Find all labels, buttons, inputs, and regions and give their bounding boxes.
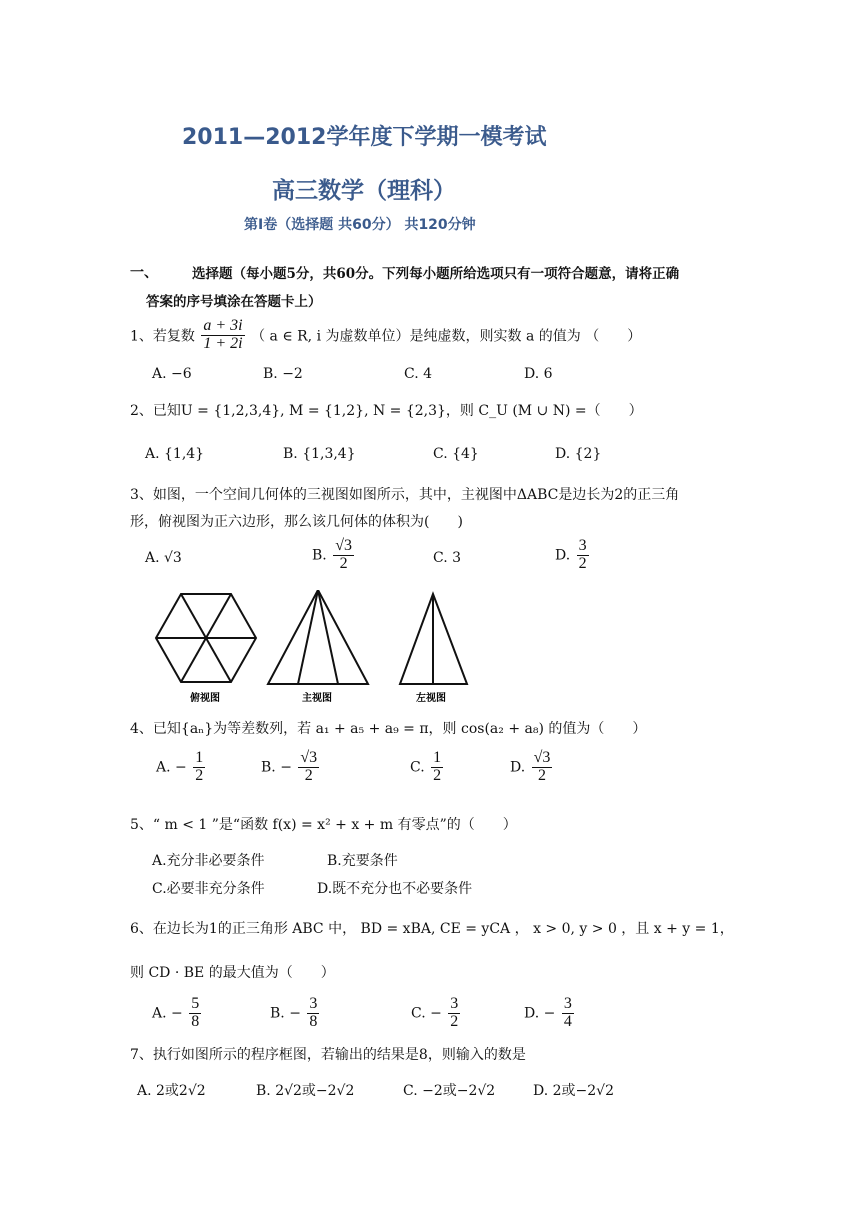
- q3-three-view-figure: [150, 590, 470, 708]
- q3-option-d[interactable]: [555, 538, 591, 573]
- q6-option-c-den: 2: [450, 1012, 459, 1030]
- q3-option-a[interactable]: A. √3: [145, 550, 182, 566]
- q7-option-a[interactable]: A. 2或2√2: [137, 1083, 206, 1099]
- q1-fraction-den: 1 + 2i: [203, 334, 243, 352]
- q3-option-b[interactable]: [312, 538, 356, 573]
- q4-option-a-num: 1: [195, 749, 204, 766]
- q4-option-c-den: 2: [433, 766, 442, 784]
- q1-option-a[interactable]: A. −6: [152, 366, 192, 382]
- question-3-line2: 形，俯视图为正六边形，那么该几何体的体积为( ): [130, 514, 463, 530]
- section-heading: 第Ⅰ卷（选择题 共60分） 共120分钟: [244, 217, 476, 233]
- q4-option-b[interactable]: [261, 750, 321, 785]
- exam-title: 2011—2012学年度下学期一模考试: [182, 125, 547, 150]
- q6-option-c-label: C. −: [411, 1005, 442, 1022]
- q1-fraction-num: a + 3i: [203, 317, 243, 334]
- exam-subject: 高三数学（理科）: [272, 178, 456, 204]
- q4-option-a-fraction: [193, 750, 205, 785]
- q7-option-c[interactable]: C. −2或−2√2: [403, 1083, 496, 1099]
- q1-option-c[interactable]: C. 4: [404, 366, 433, 382]
- q1-fraction: [201, 318, 244, 353]
- q4-option-c-num: 1: [433, 749, 442, 766]
- q4-option-d-fraction: [532, 750, 553, 785]
- side-view-triangle: [400, 594, 467, 684]
- q5-option-c[interactable]: C.必要非充分条件: [152, 881, 265, 897]
- q1-stem-pre: 1、若复数: [130, 328, 195, 345]
- q4-option-c-label: C.: [410, 759, 425, 776]
- q6-option-d-den: 4: [563, 1012, 572, 1030]
- q6-option-c-fraction: [448, 996, 460, 1031]
- question-2-stem: 2、已知U = {1,2,3,4}, M = {1,2}, N = {2,3}，则 C_U (M ∪ N) =（ ）: [130, 403, 643, 419]
- q6-option-a-fraction: [189, 996, 201, 1031]
- q4-option-d[interactable]: [510, 750, 554, 785]
- q4-option-b-fraction: [298, 750, 319, 785]
- q4-option-d-num: √3: [533, 749, 551, 766]
- question-7-stem: 7、执行如图所示的程序框图，若输出的结果是8，则输入的数是: [130, 1047, 526, 1063]
- question-3-line1: 3、如图，一个空间几何体的三视图如图所示，其中，主视图中ΔABC是边长为2的正三角: [130, 487, 680, 503]
- q6-option-c[interactable]: [411, 996, 462, 1031]
- q2-option-d[interactable]: D. {2}: [555, 446, 602, 462]
- q6-option-d-num: 3: [563, 995, 572, 1012]
- top-view-hexagon: [156, 594, 256, 682]
- q6-option-a[interactable]: [152, 996, 203, 1031]
- question-4-stem: 4、已知{aₙ}为等差数列，若 a₁ + a₅ + a₉ = π，则 cos(a₂ + a₈) 的值为（ ）: [130, 721, 647, 737]
- q2-option-a[interactable]: A. {1,4}: [145, 446, 205, 462]
- q4-option-a-label: A. −: [156, 759, 187, 776]
- q3-option-b-fraction: [333, 538, 354, 573]
- q4-option-b-num: √3: [300, 749, 318, 766]
- q4-option-b-label: B. −: [261, 759, 292, 776]
- caption-side-view: 左视图: [416, 693, 446, 704]
- q6-option-d[interactable]: [524, 996, 576, 1031]
- q2-option-c[interactable]: C. {4}: [433, 446, 479, 462]
- question-6-line2: 则 CD · BE 的最大值为（ ）: [130, 965, 335, 981]
- instructions-line2: 答案的序号填涂在答题卡上）: [146, 294, 322, 310]
- q6-option-a-label: A. −: [152, 1005, 183, 1022]
- q4-option-d-label: D.: [510, 759, 526, 776]
- q3-option-d-num: 3: [578, 537, 587, 554]
- q7-option-d[interactable]: D. 2或−2√2: [533, 1083, 614, 1099]
- q3-option-b-num: √3: [335, 537, 352, 554]
- question-1-stem: [130, 318, 641, 353]
- q6-option-b[interactable]: [270, 996, 321, 1031]
- q3-option-c[interactable]: C. 3: [433, 550, 462, 566]
- q6-option-a-den: 8: [191, 1012, 200, 1030]
- q3-option-d-den: 2: [578, 554, 587, 572]
- q6-option-b-num: 3: [309, 995, 318, 1012]
- q3-option-d-fraction: [577, 538, 589, 573]
- q3-option-d-label: D.: [555, 547, 571, 564]
- q4-option-d-den: 2: [538, 766, 547, 784]
- caption-top-view: 俯视图: [190, 693, 220, 704]
- q4-option-c-fraction: [431, 750, 443, 785]
- q6-option-b-den: 8: [309, 1012, 318, 1030]
- q1-option-b[interactable]: B. −2: [263, 366, 303, 382]
- q6-option-b-fraction: [307, 996, 319, 1031]
- q6-option-d-label: D. −: [524, 1005, 556, 1022]
- q5-option-b[interactable]: B.充要条件: [327, 853, 398, 869]
- q6-option-d-fraction: [562, 996, 574, 1031]
- q4-option-a[interactable]: [156, 750, 207, 785]
- q3-option-b-den: 2: [339, 554, 348, 572]
- question-5-stem: 5、“ m < 1 ”是“函数 f(x) = x² + x + m 有零点”的（ ）: [130, 817, 517, 833]
- front-view-triangle: [268, 590, 368, 684]
- q7-option-b[interactable]: B. 2√2或−2√2: [256, 1083, 355, 1099]
- q3-option-b-label: B.: [312, 547, 327, 564]
- caption-front-view: 主视图: [302, 693, 332, 704]
- q5-option-a[interactable]: A.充分非必要条件: [152, 853, 265, 869]
- q6-option-c-num: 3: [450, 995, 459, 1012]
- instructions-label: 一、: [130, 265, 158, 281]
- q1-option-d[interactable]: D. 6: [524, 366, 553, 382]
- q4-option-b-den: 2: [304, 766, 313, 784]
- q6-option-b-label: B. −: [270, 1005, 301, 1022]
- q2-option-b[interactable]: B. {1,3,4}: [283, 446, 356, 462]
- q4-option-a-den: 2: [195, 766, 204, 784]
- q1-condition: （ a ∈ R, i 为虚数单位）是纯虚数，则实数 a 的值为 （ ）: [251, 328, 642, 345]
- question-6-line1: 6、在边长为1的正三角形 ABC 中， BD = xBA, CE = yCA ， x > 0, y > 0 ，且 x + y = 1，: [130, 921, 734, 937]
- q4-option-c[interactable]: [410, 750, 445, 785]
- q5-option-d[interactable]: D.既不充分也不必要条件: [317, 881, 473, 897]
- q6-option-a-num: 5: [191, 995, 200, 1012]
- instructions-line1: 选择题（每小题5分，共60分。下列每小题所给选项只有一项符合题意，请将正确: [192, 266, 680, 282]
